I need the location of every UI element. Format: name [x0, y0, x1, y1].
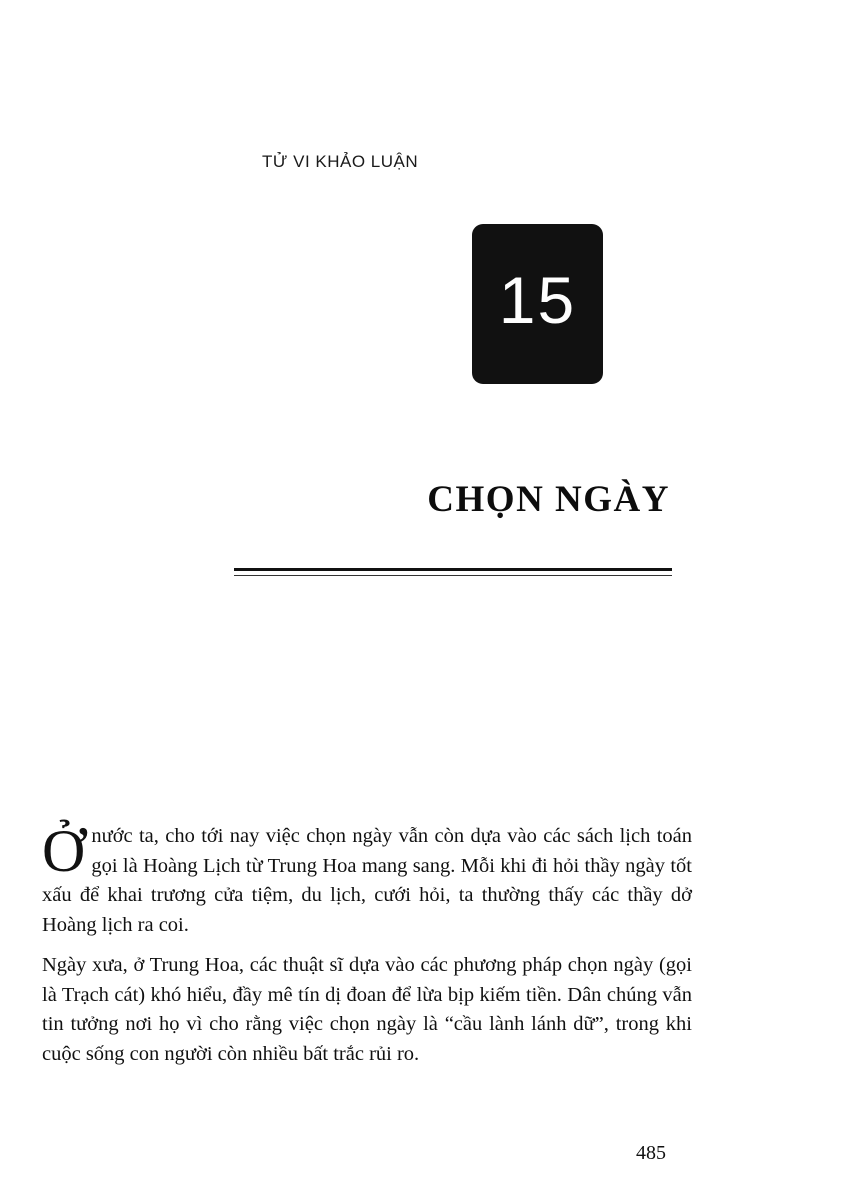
paragraph-2-text: Ngày xưa, ở Trung Hoa, các thuật sĩ dựa vào các phương pháp chọn ngày (gọi là Trạch cát) khó hiểu, đầy mê tín dị đoan để lừa bịp kiếm tiền. Dân chúng vẫn tin tưởng nơi họ vì cho rằng việc chọn ngày là “cầu lành lánh dữ”, trong khi cuộc sống con người còn nhiều bất trắc rủi ro.	[42, 954, 692, 1065]
chapter-number: 15	[498, 263, 577, 337]
title-rule-thick	[234, 568, 672, 571]
drop-cap: Ở	[42, 818, 86, 884]
paragraph-1-text: nước ta, cho tới nay việc chọn ngày vẫn còn dựa vào các sách lịch toán gọi là Hoàng Lịch từ Trung Hoa mang sang. Mỗi khi đi hỏi thầy ngày tốt xấu để khai trương cửa tiệm, du lịch, cưới hỏi, ta thường thấy các thầy dở Hoàng lịch ra coi.	[42, 825, 692, 936]
chapter-title: CHỌN NGÀY	[427, 479, 670, 520]
paragraph-1	[42, 818, 692, 940]
page-number: 485	[636, 1142, 666, 1164]
running-head: TỬ VI KHẢO LUẬN	[262, 152, 419, 171]
title-rule-thin	[234, 575, 672, 576]
chapter-number-box	[472, 224, 603, 384]
paragraph-2	[42, 951, 692, 1069]
body-text	[42, 818, 692, 1080]
